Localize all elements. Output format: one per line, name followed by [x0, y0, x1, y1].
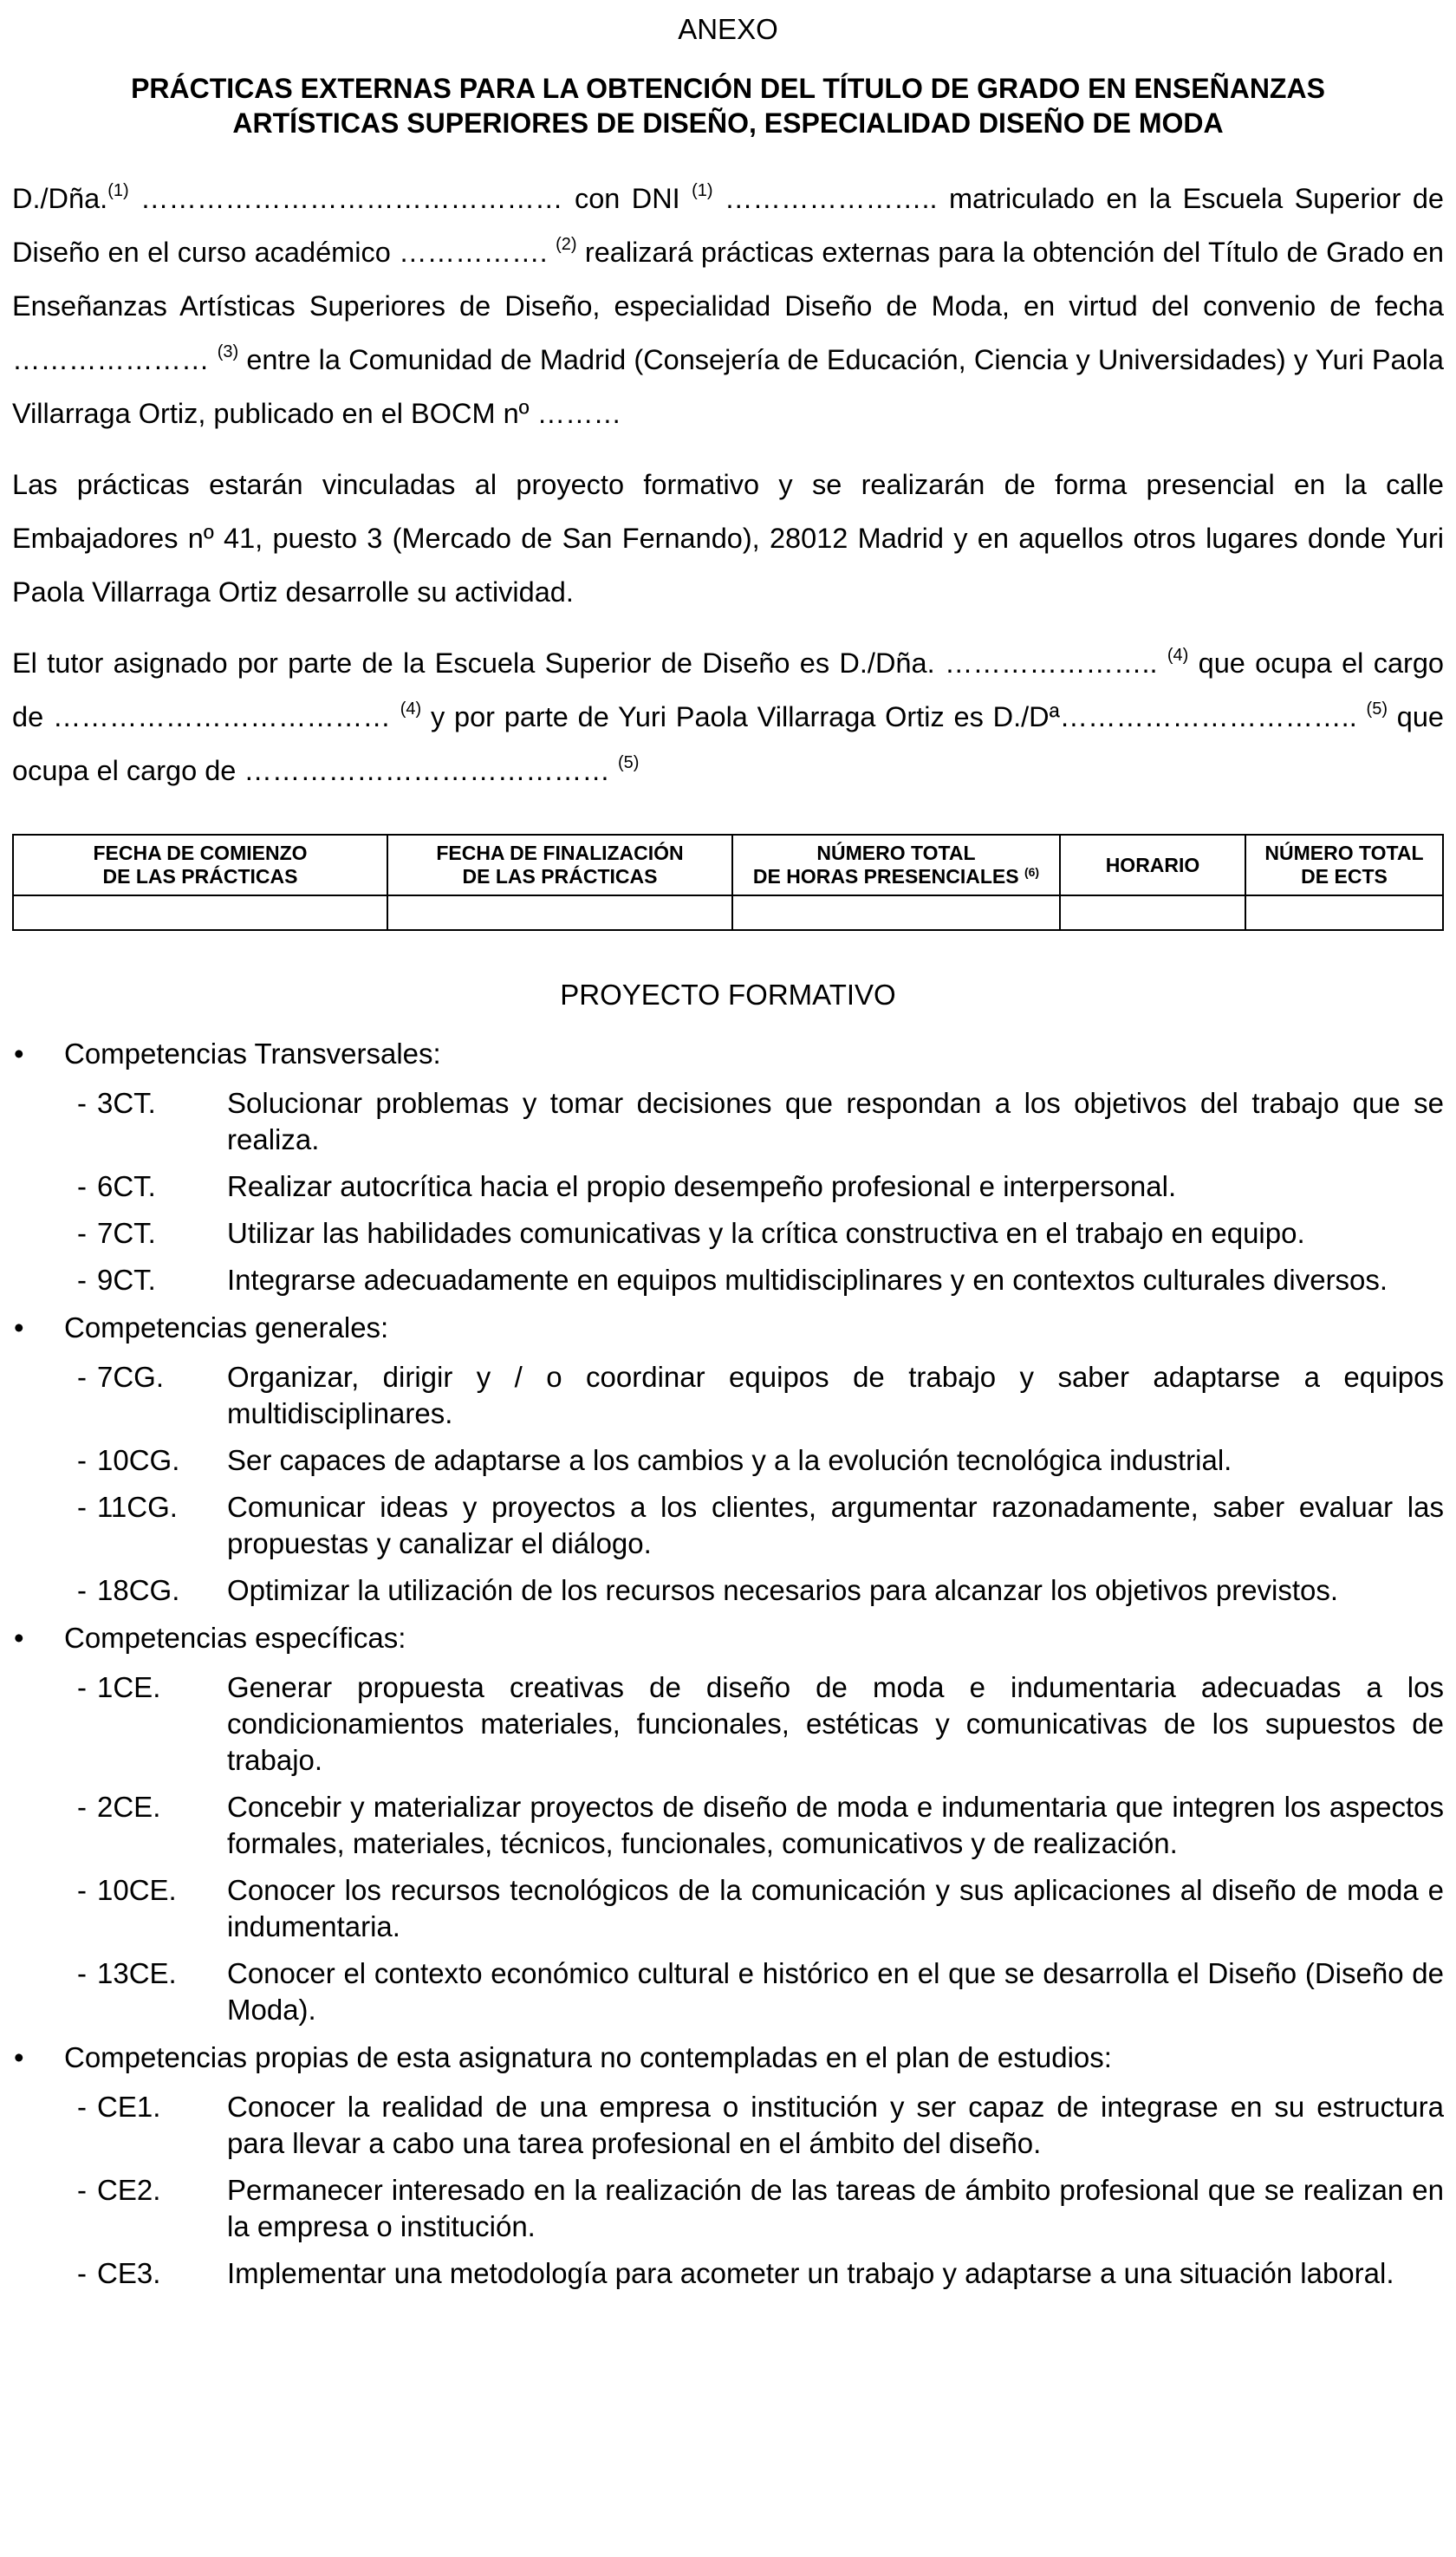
dash-marker: -	[77, 1574, 87, 1606]
footnote-mark: (6)	[1024, 865, 1040, 879]
list-item	[12, 2255, 1444, 2292]
footnote-mark: (5)	[1366, 699, 1388, 719]
text-fragment: realizará prácticas externas para la obtención del Título de Grado en Enseñanzas Artísticas Superiores de Diseño, especialidad Diseño de Moda, en virtud del convenio de fecha …………………	[12, 237, 1444, 375]
competency-group-label: Competencias generales:	[64, 1311, 389, 1344]
text-fragment: que ocupa el cargo de ………………………………	[12, 647, 1444, 732]
header-schedule: HORARIO	[1060, 835, 1245, 895]
dash-marker: -	[77, 1170, 87, 1202]
footnote-mark: (3)	[217, 342, 239, 361]
tutor-paragraph	[12, 636, 1444, 797]
document-page	[0, 12, 1456, 2557]
competency-text: Integrarse adecuadamente en equipos multidisciplinares y en contextos culturales diversos.	[227, 1264, 1388, 1296]
text-fragment: que ocupa el cargo de …………………………………	[12, 701, 1444, 786]
dash-marker: -	[77, 1264, 87, 1296]
bullet-icon: •	[14, 1622, 24, 1654]
header-text: DE LAS PRÁCTICAS	[102, 865, 298, 888]
list-item	[12, 1359, 1444, 1432]
dash-marker: -	[77, 1491, 87, 1523]
competency-items	[12, 1359, 1444, 1609]
list-item	[12, 1085, 1444, 1158]
footnote-mark: (2)	[556, 235, 577, 254]
cell-start-date[interactable]	[13, 895, 387, 930]
competency-group-heading	[12, 1035, 1444, 1073]
footnote-mark: (5)	[617, 753, 640, 772]
header-text: DE ECTS	[1301, 865, 1388, 888]
document-title-line-2: ARTÍSTICAS SUPERIORES DE DISEÑO, ESPECIALIDAD DISEÑO DE MODA	[232, 107, 1224, 139]
header-text: DE LAS PRÁCTICAS	[462, 865, 658, 888]
competency-code: 1CE.	[97, 1671, 161, 1703]
bullet-icon: •	[14, 1311, 24, 1344]
competency-code: 2CE.	[97, 1791, 161, 1823]
footnote-mark: (4)	[1167, 646, 1189, 665]
table-row	[13, 895, 1443, 930]
competencies-list	[12, 1035, 1444, 2292]
dash-marker: -	[77, 1671, 87, 1703]
list-item	[12, 1872, 1444, 1945]
competency-items	[12, 2089, 1444, 2292]
header-text: NÚMERO TOTAL	[1264, 842, 1424, 864]
competency-code: 3CT.	[97, 1087, 156, 1119]
section-title: PROYECTO FORMATIVO	[560, 979, 896, 1011]
competency-text: Organizar, dirigir y / o coordinar equipos de trabajo y saber adaptarse a equipos multidisciplinares.	[227, 1361, 1444, 1429]
competency-text: Utilizar las habilidades comunicativas y la crítica constructiva en el trabajo en equipo.	[227, 1217, 1305, 1249]
list-item	[12, 1215, 1444, 1252]
competency-group-heading	[12, 1309, 1444, 1347]
competency-code: 18CG.	[97, 1574, 180, 1606]
cell-schedule[interactable]	[1060, 895, 1245, 930]
dash-marker: -	[77, 1087, 87, 1119]
competency-text: Generar propuesta creativas de diseño de moda e indumentaria adecuadas a los condicionamientos materiales, funcionales, estéticas y comunicativas de los supuestos de trabajo.	[227, 1671, 1444, 1776]
dash-marker: -	[77, 1361, 87, 1393]
competency-group-label: Competencias Transversales:	[64, 1038, 441, 1070]
competency-code: 13CE.	[97, 1957, 177, 1989]
header-text: NÚMERO TOTAL	[816, 842, 976, 864]
schedule-table	[12, 834, 1444, 931]
list-item	[12, 1168, 1444, 1205]
annex-heading: ANEXO	[678, 13, 778, 45]
cell-end-date[interactable]	[387, 895, 732, 930]
competency-text: Ser capaces de adaptarse a los cambios y a la evolución tecnológica industrial.	[227, 1444, 1232, 1476]
competency-text: Realizar autocrítica hacia el propio desempeño profesional e interpersonal.	[227, 1170, 1177, 1202]
competency-code: 7CG.	[97, 1361, 165, 1393]
document-title-line-1: PRÁCTICAS EXTERNAS PARA LA OBTENCIÓN DEL TÍTULO DE GRADO EN ENSEÑANZAS	[131, 73, 1325, 104]
competency-text: Conocer el contexto económico cultural e histórico en el que se desarrolla el Diseño (Diseño de Moda).	[227, 1957, 1444, 2026]
competency-code: 9CT.	[97, 1264, 156, 1296]
dash-marker: -	[77, 2257, 87, 2289]
competency-code: CE3.	[97, 2257, 161, 2289]
table-header-row	[13, 835, 1443, 895]
header-text: FECHA DE FINALIZACIÓN	[436, 842, 684, 864]
dash-marker: -	[77, 1957, 87, 1989]
header-text: DE HORAS PRESENCIALES	[752, 865, 1019, 888]
student-paragraph	[12, 172, 1444, 440]
text-fragment: y por parte de Yuri Paola Villarraga Ortiz es D./Dª…………………………..	[421, 701, 1367, 732]
text-fragment: entre la Comunidad de Madrid (Consejería de Educación, Ciencia y Universidades) y Yuri Paola Villarraga Ortiz, publicado en el BOCM nº ………	[12, 344, 1445, 429]
competency-text: Conocer los recursos tecnológicos de la comunicación y sus aplicaciones al diseño de moda e indumentaria.	[227, 1874, 1444, 1942]
competency-text: Comunicar ideas y proyectos a los clientes, argumentar razonadamente, saber evaluar las propuestas y canalizar el diálogo.	[227, 1491, 1444, 1559]
competency-items	[12, 1085, 1444, 1298]
cell-total-hours[interactable]	[732, 895, 1060, 930]
header-text: FECHA DE COMIENZO	[93, 842, 308, 864]
competency-text: Permanecer interesado en la realización de las tareas de ámbito profesional que se realizan en la empresa o institución.	[227, 2174, 1444, 2242]
header-total-ects	[1245, 835, 1443, 895]
competency-code: CE1.	[97, 2091, 161, 2123]
location-paragraph: Las prácticas estarán vinculadas al proyecto formativo y se realizarán de forma presencial en la calle Embajadores nº 41, puesto 3 (Mercado de San Fernando), 28012 Madrid y en aquellos otros lugares donde Yuri Paola Villarraga Ortiz desarrolle su actividad.	[12, 469, 1444, 608]
list-item	[12, 2089, 1444, 2162]
cell-total-ects[interactable]	[1245, 895, 1443, 930]
list-item	[12, 1572, 1444, 1609]
list-item	[12, 1442, 1444, 1479]
header-total-hours	[732, 835, 1060, 895]
competency-code: 7CT.	[97, 1217, 156, 1249]
competency-group-label: Competencias propias de esta asignatura no contempladas en el plan de estudios:	[64, 2041, 1112, 2073]
footnote-mark: (1)	[107, 181, 129, 200]
competency-group-heading	[12, 2039, 1444, 2077]
bullet-icon: •	[14, 2041, 24, 2073]
competency-code: 6CT.	[97, 1170, 156, 1202]
text-fragment: ……………………………………… con DNI	[128, 183, 692, 214]
dash-marker: -	[77, 1217, 87, 1249]
dash-marker: -	[77, 2174, 87, 2206]
dash-marker: -	[77, 2091, 87, 2123]
dash-marker: -	[77, 1444, 87, 1476]
competency-group-label: Competencias específicas:	[64, 1622, 406, 1654]
list-item	[12, 1489, 1444, 1562]
header-end-date	[387, 835, 732, 895]
competency-items	[12, 1669, 1444, 2028]
competency-code: 10CG.	[97, 1444, 180, 1476]
competency-text: Concebir y materializar proyectos de diseño de moda e indumentaria que integren los aspectos formales, materiales, técnicos, funcionales, comunicativos y de realización.	[227, 1791, 1444, 1859]
bullet-icon: •	[14, 1038, 24, 1070]
list-item	[12, 2172, 1444, 2245]
competency-text: Conocer la realidad de una empresa o institución y ser capaz de integrase en su estructura para llevar a cabo una tarea profesional en el ámbito del diseño.	[227, 2091, 1444, 2159]
competency-text: Solucionar problemas y tomar decisiones que respondan a los objetivos del trabajo que se realiza.	[227, 1087, 1444, 1155]
competency-text: Implementar una metodología para acometer un trabajo y adaptarse a una situación laboral.	[227, 2257, 1394, 2289]
text-fragment: El tutor asignado por parte de la Escuela Superior de Diseño es D./Dña. …………………..	[12, 647, 1167, 679]
competency-code: 10CE.	[97, 1874, 177, 1906]
competency-text: Optimizar la utilización de los recursos necesarios para alcanzar los objetivos previstos.	[227, 1574, 1339, 1606]
footnote-mark: (4)	[400, 699, 422, 719]
competency-code: CE2.	[97, 2174, 161, 2206]
footnote-mark: (1)	[692, 181, 713, 200]
document-title	[12, 71, 1444, 140]
list-item	[12, 1262, 1444, 1298]
text-fragment: D./Dña.	[12, 183, 108, 214]
list-item	[12, 1955, 1444, 2028]
header-start-date	[13, 835, 387, 895]
text-fragment: ………………….. matriculado en la Escuela Superior de Diseño en el curso académico …………….	[12, 183, 1444, 268]
competency-code: 11CG.	[97, 1491, 178, 1523]
competency-group-heading	[12, 1619, 1444, 1657]
dash-marker: -	[77, 1791, 87, 1823]
dash-marker: -	[77, 1874, 87, 1906]
list-item	[12, 1789, 1444, 1862]
list-item	[12, 1669, 1444, 1779]
